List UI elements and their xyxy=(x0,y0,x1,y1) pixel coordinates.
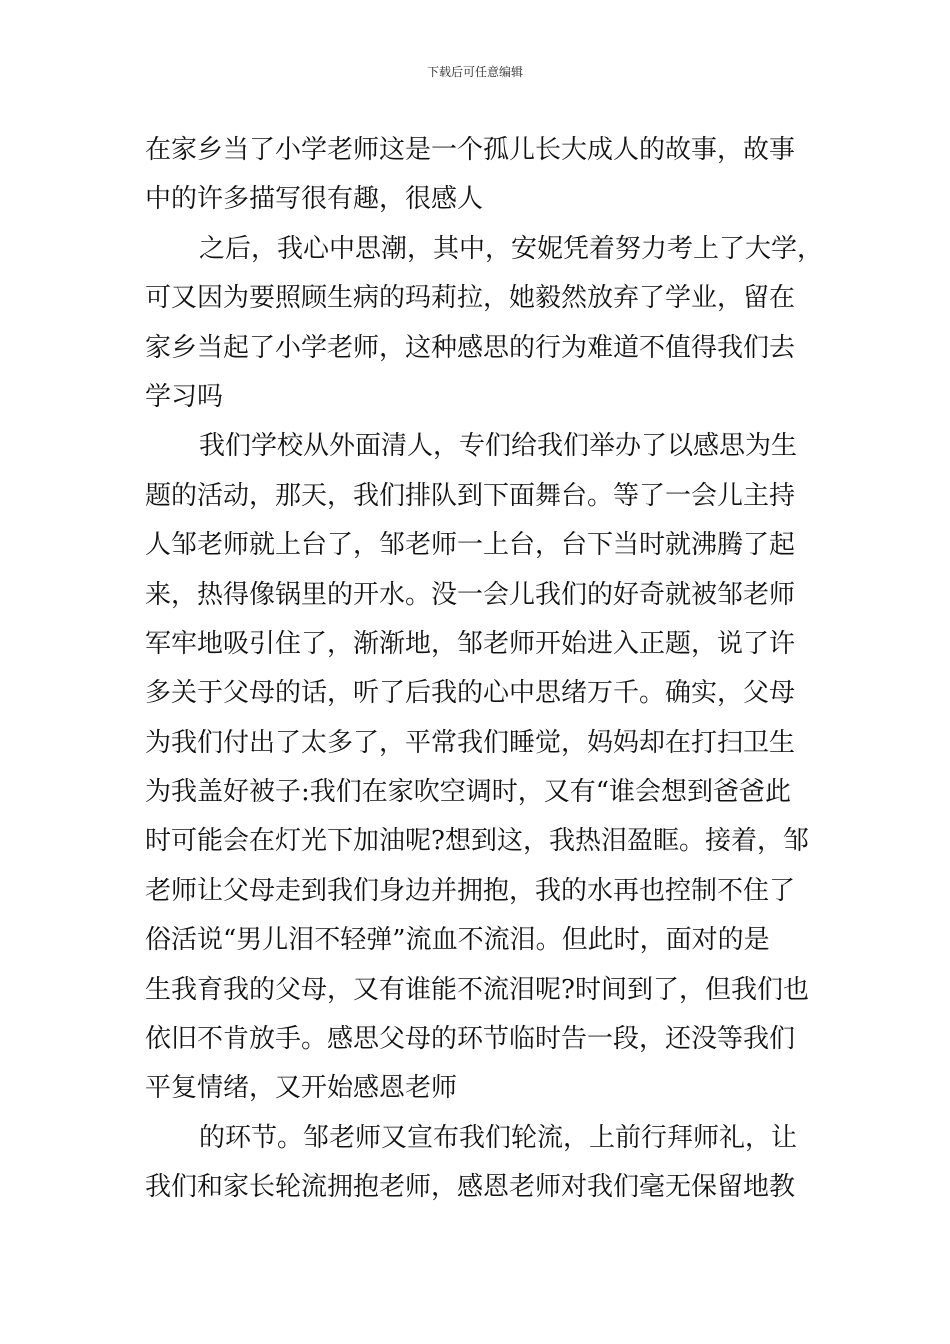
text-line: 军牢地吸引住了，渐渐地，邹老师开始进入正题，说了许 xyxy=(145,628,796,659)
text-line: 题的活动，那天，我们排队到下面舞台。等了一会儿主持 xyxy=(145,480,796,511)
text-line: 老师让父母走到我们身边并拥抱，我的水再也控制不住了 xyxy=(145,875,796,906)
text-line: 学习吗 xyxy=(145,381,224,412)
text-line: 中的许多描写很有趣，很感人 xyxy=(145,184,484,215)
text-line: 家乡当起了小学老师，这种感思的行为难道不值得我们去 xyxy=(145,332,796,363)
text-line: 时可能会在灯光下加油呢?想到这，我热泪盈眶。接着，邹 xyxy=(145,826,809,857)
paragraph-first-line: 之后，我心中思潮，其中，安妮凭着努力考上了大学， xyxy=(199,233,824,264)
text-line: 我们和家长轮流拥抱老师，感恩老师对我们毫无保留地教 xyxy=(145,1172,796,1203)
text-line: 依旧不肯放手。感思父母的环节临时告一段，还没等我们 xyxy=(145,1024,796,1055)
text-line: 多关于父母的话，听了后我的心中思绪万千。确实，父母 xyxy=(145,678,796,709)
text-line: 人邹老师就上台了，邹老师一上台，台下当时就沸腾了起 xyxy=(145,530,796,561)
body-text xyxy=(145,126,825,1213)
text-line: 为我盖好被子:我们在家吹空调时，又有“谁会想到爸爸此 xyxy=(145,777,792,808)
text-line: 俗活说“男儿泪不轻弹”流血不流泪。但此时，面对的是 xyxy=(145,925,770,956)
text-line: 生我育我的父母，又有谁能不流泪呢?时间到了，但我们也 xyxy=(145,974,809,1005)
paragraph-first-line: 我们学校从外面清人，专们给我们举办了以感思为生 xyxy=(199,431,798,462)
text-line: 为我们付出了太多了，平常我们睡觉，妈妈却在打扫卫生 xyxy=(145,727,796,758)
paragraph-first-line: 的环节。邹老师又宣布我们轮流，上前行拜师礼，让 xyxy=(199,1122,798,1153)
text-line: 可又因为要照顾生病的玛莉拉，她毅然放弃了学业，留在 xyxy=(145,283,796,314)
page-header: 下载后可任意编辑 xyxy=(426,65,523,79)
text-line: 在家乡当了小学老师这是一个孤儿长大成人的故事，故事 xyxy=(145,135,796,165)
text-line: 来，热得像锅里的开水。没一会儿我们的好奇就被邹老师 xyxy=(145,579,796,610)
text-line: 平复情绪，又开始感恩老师 xyxy=(145,1073,458,1104)
